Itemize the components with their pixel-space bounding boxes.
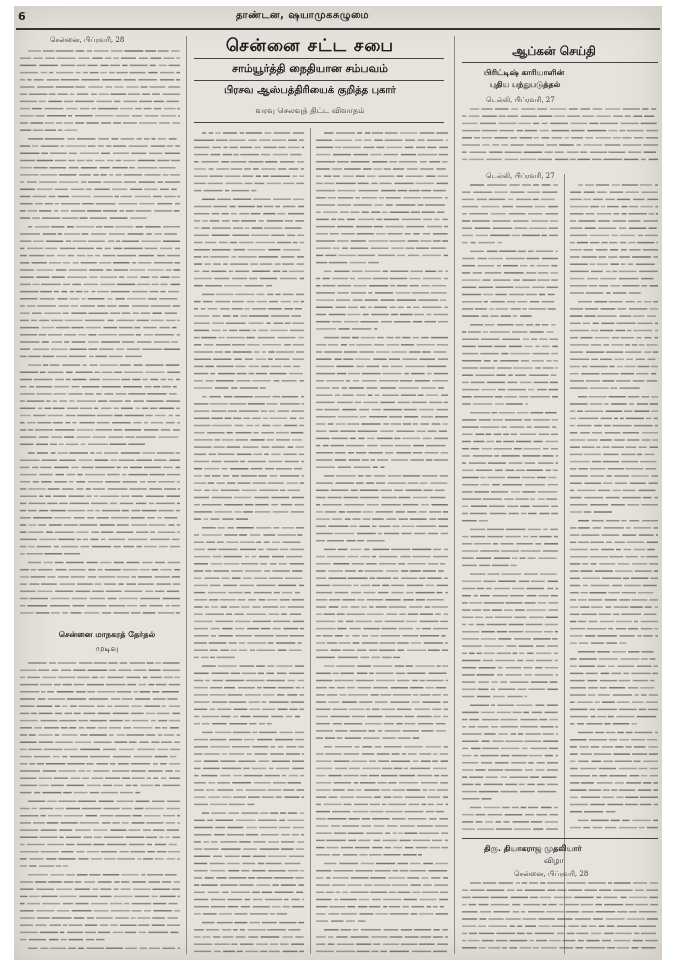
left-heading: சென்னை மாநகரத் தேர்தல் xyxy=(58,630,156,639)
body-text-lines xyxy=(194,130,304,954)
left-dateline: சென்னை, பிப்ரவரி, 28 xyxy=(50,36,125,44)
newspaper-page xyxy=(14,6,662,960)
article-body-center-right xyxy=(316,130,448,954)
article-body-right-b xyxy=(570,182,658,832)
banner-rule xyxy=(194,80,444,81)
body-text-lines xyxy=(570,182,658,832)
column-rule xyxy=(186,36,187,954)
page-number: 6 xyxy=(18,10,26,23)
right-sub-headline-2: புதிய பந்துபடுத்தல் xyxy=(490,80,561,89)
banner-rule xyxy=(194,122,444,123)
column-rule xyxy=(454,36,455,954)
paper-name: தாண்டன, ஷயாமுகசுழுமை xyxy=(236,10,370,21)
right-bottom-subheading: விழா xyxy=(544,856,564,865)
right-dateline: டெல்லி, பிப்ரவரி, 27 xyxy=(486,96,555,104)
body-text-lines xyxy=(20,48,180,622)
article-body-left-top xyxy=(20,48,180,622)
sub-headline: சாம்யூர்த்தி நைதியான சம்பவம் xyxy=(231,62,388,75)
right-rule xyxy=(462,62,658,63)
article-body-right-a xyxy=(462,182,558,832)
right-headline: ஆப்கன் செய்தி xyxy=(512,44,596,58)
body-text-lines xyxy=(20,660,180,954)
banner-rule xyxy=(194,58,444,59)
banner-caption: வரவு செலவுத் திட்ட விவாதம் xyxy=(255,106,365,115)
right-bottom-dateline: சென்னை, பிப்ரவரி, 28 xyxy=(514,870,589,878)
body-text-lines xyxy=(462,880,658,954)
left-subheading: முடிவு xyxy=(95,644,119,653)
article-body-left-bottom xyxy=(20,660,180,954)
right-dateline-2: டெல்லி, பிப்ரவரி, 27 xyxy=(486,172,555,180)
article-body-right-top xyxy=(462,106,658,168)
masthead-rule xyxy=(16,28,660,30)
masthead xyxy=(14,6,662,28)
right-sub-headline: பிரிட்டிஷ் காரியாளின் xyxy=(484,68,565,77)
column-rule xyxy=(564,174,565,954)
headline: சென்னை சட்ட சபை xyxy=(225,36,395,56)
article-body-center-left xyxy=(194,130,304,954)
right-rule xyxy=(462,838,658,839)
article-body-right-bottom xyxy=(462,880,658,954)
body-text-lines xyxy=(462,182,558,832)
body-text-lines xyxy=(316,130,448,954)
right-bottom-heading: திரு. தியாகராஜ முதலியார் xyxy=(484,844,582,853)
section-heading: பிரசவ ஆஸ்பத்திரியைக் குறித்த புகார் xyxy=(224,85,396,96)
column-rule xyxy=(310,128,311,954)
body-text-lines xyxy=(462,106,658,168)
